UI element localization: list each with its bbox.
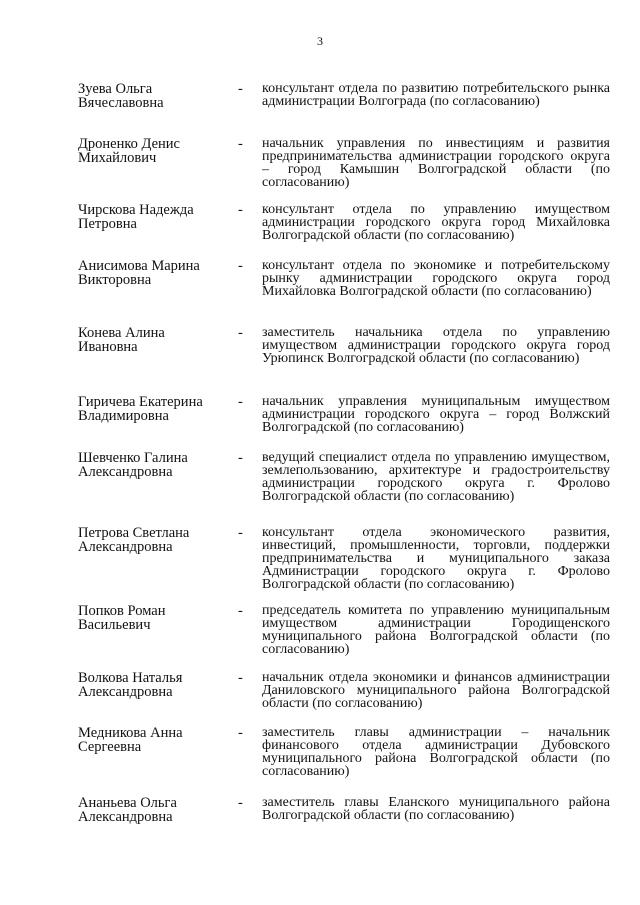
person-name: Шевченко Галина Александровна xyxy=(78,450,188,480)
person-name: Петрова Светлана Александровна xyxy=(78,525,190,555)
position-description: начальник управления по инвестициям и развития предпринимательства администрации городского округа – город Камышин Волгоградской области (по согласованию) xyxy=(262,136,610,190)
person-name: Волкова Наталья Александровна xyxy=(78,670,183,700)
position-description: заместитель начальника отдела по управлению имуществом администрации городского округа город Урюпинск Волгоградской области (по согласованию) xyxy=(262,325,610,366)
person-name: Медникова Анна Сергеевна xyxy=(78,725,183,755)
position-description: консультант отдела по управлению имуществом администрации городского округа город Михайловка Волгоградской области (по согласованию) xyxy=(262,202,610,243)
position-description: председатель комитета по управлению муниципальным имуществом администрации Городищенского муниципального района Волгоградской области (по согласованию) xyxy=(262,603,610,657)
dash-separator: - xyxy=(238,136,243,152)
person-name: Зуева Ольга Вячеславовна xyxy=(78,81,164,111)
dash-separator: - xyxy=(238,670,243,686)
person-name: Конева Алина Ивановна xyxy=(78,325,165,355)
person-name: Попков Роман Васильевич xyxy=(78,603,166,633)
dash-separator: - xyxy=(238,725,243,741)
position-description: консультант отдела экономического развития, инвестиций, промышленности, торговли, поддержки предпринимательства и муниципального заказа Администрации городского округа г. Фролово Волгоградской области (по согласованию) xyxy=(262,525,610,592)
person-name: Чирскова Надежда Петровна xyxy=(78,202,194,232)
page-number: 3 xyxy=(317,34,323,48)
dash-separator: - xyxy=(238,450,243,466)
position-description: консультант отдела по экономике и потребительскому рынку администрации городского округа город Михайловка Волгоградской области (по согласованию) xyxy=(262,258,610,299)
dash-separator: - xyxy=(238,81,243,97)
dash-separator: - xyxy=(238,202,243,218)
dash-separator: - xyxy=(238,258,243,274)
position-description: заместитель главы администрации – начальник финансового отдела администрации Дубовского муниципального района Волгоградской области (по согласованию) xyxy=(262,725,610,779)
person-name: Дроненко Денис Михайлович xyxy=(78,136,180,166)
dash-separator: - xyxy=(238,603,243,619)
position-description: заместитель главы Еланского муниципального района Волгоградской области (по согласованию) xyxy=(262,795,610,823)
person-name: Ананьева Ольга Александровна xyxy=(78,795,177,825)
dash-separator: - xyxy=(238,394,243,410)
position-description: консультант отдела по развитию потребительского рынка администрации Волгограда (по согласованию) xyxy=(262,81,610,109)
person-name: Анисимова Марина Викторовна xyxy=(78,258,200,288)
dash-separator: - xyxy=(238,525,243,541)
position-description: ведущий специалист отдела по управлению имуществом, землепользованию, архитектуре и градостроительству администрации городского округа г. Фролово Волгоградской области (по согласованию) xyxy=(262,450,610,504)
position-description: начальник управления муниципальным имуществом администрации городского округа – город Волжский Волгоградской (по согласованию) xyxy=(262,394,610,435)
position-description: начальник отдела экономики и финансов администрации Даниловского муниципального района Волгоградской области (по согласованию) xyxy=(262,670,610,711)
dash-separator: - xyxy=(238,795,243,811)
person-name: Гиричева Екатерина Владимировна xyxy=(78,394,203,424)
dash-separator: - xyxy=(238,325,243,341)
